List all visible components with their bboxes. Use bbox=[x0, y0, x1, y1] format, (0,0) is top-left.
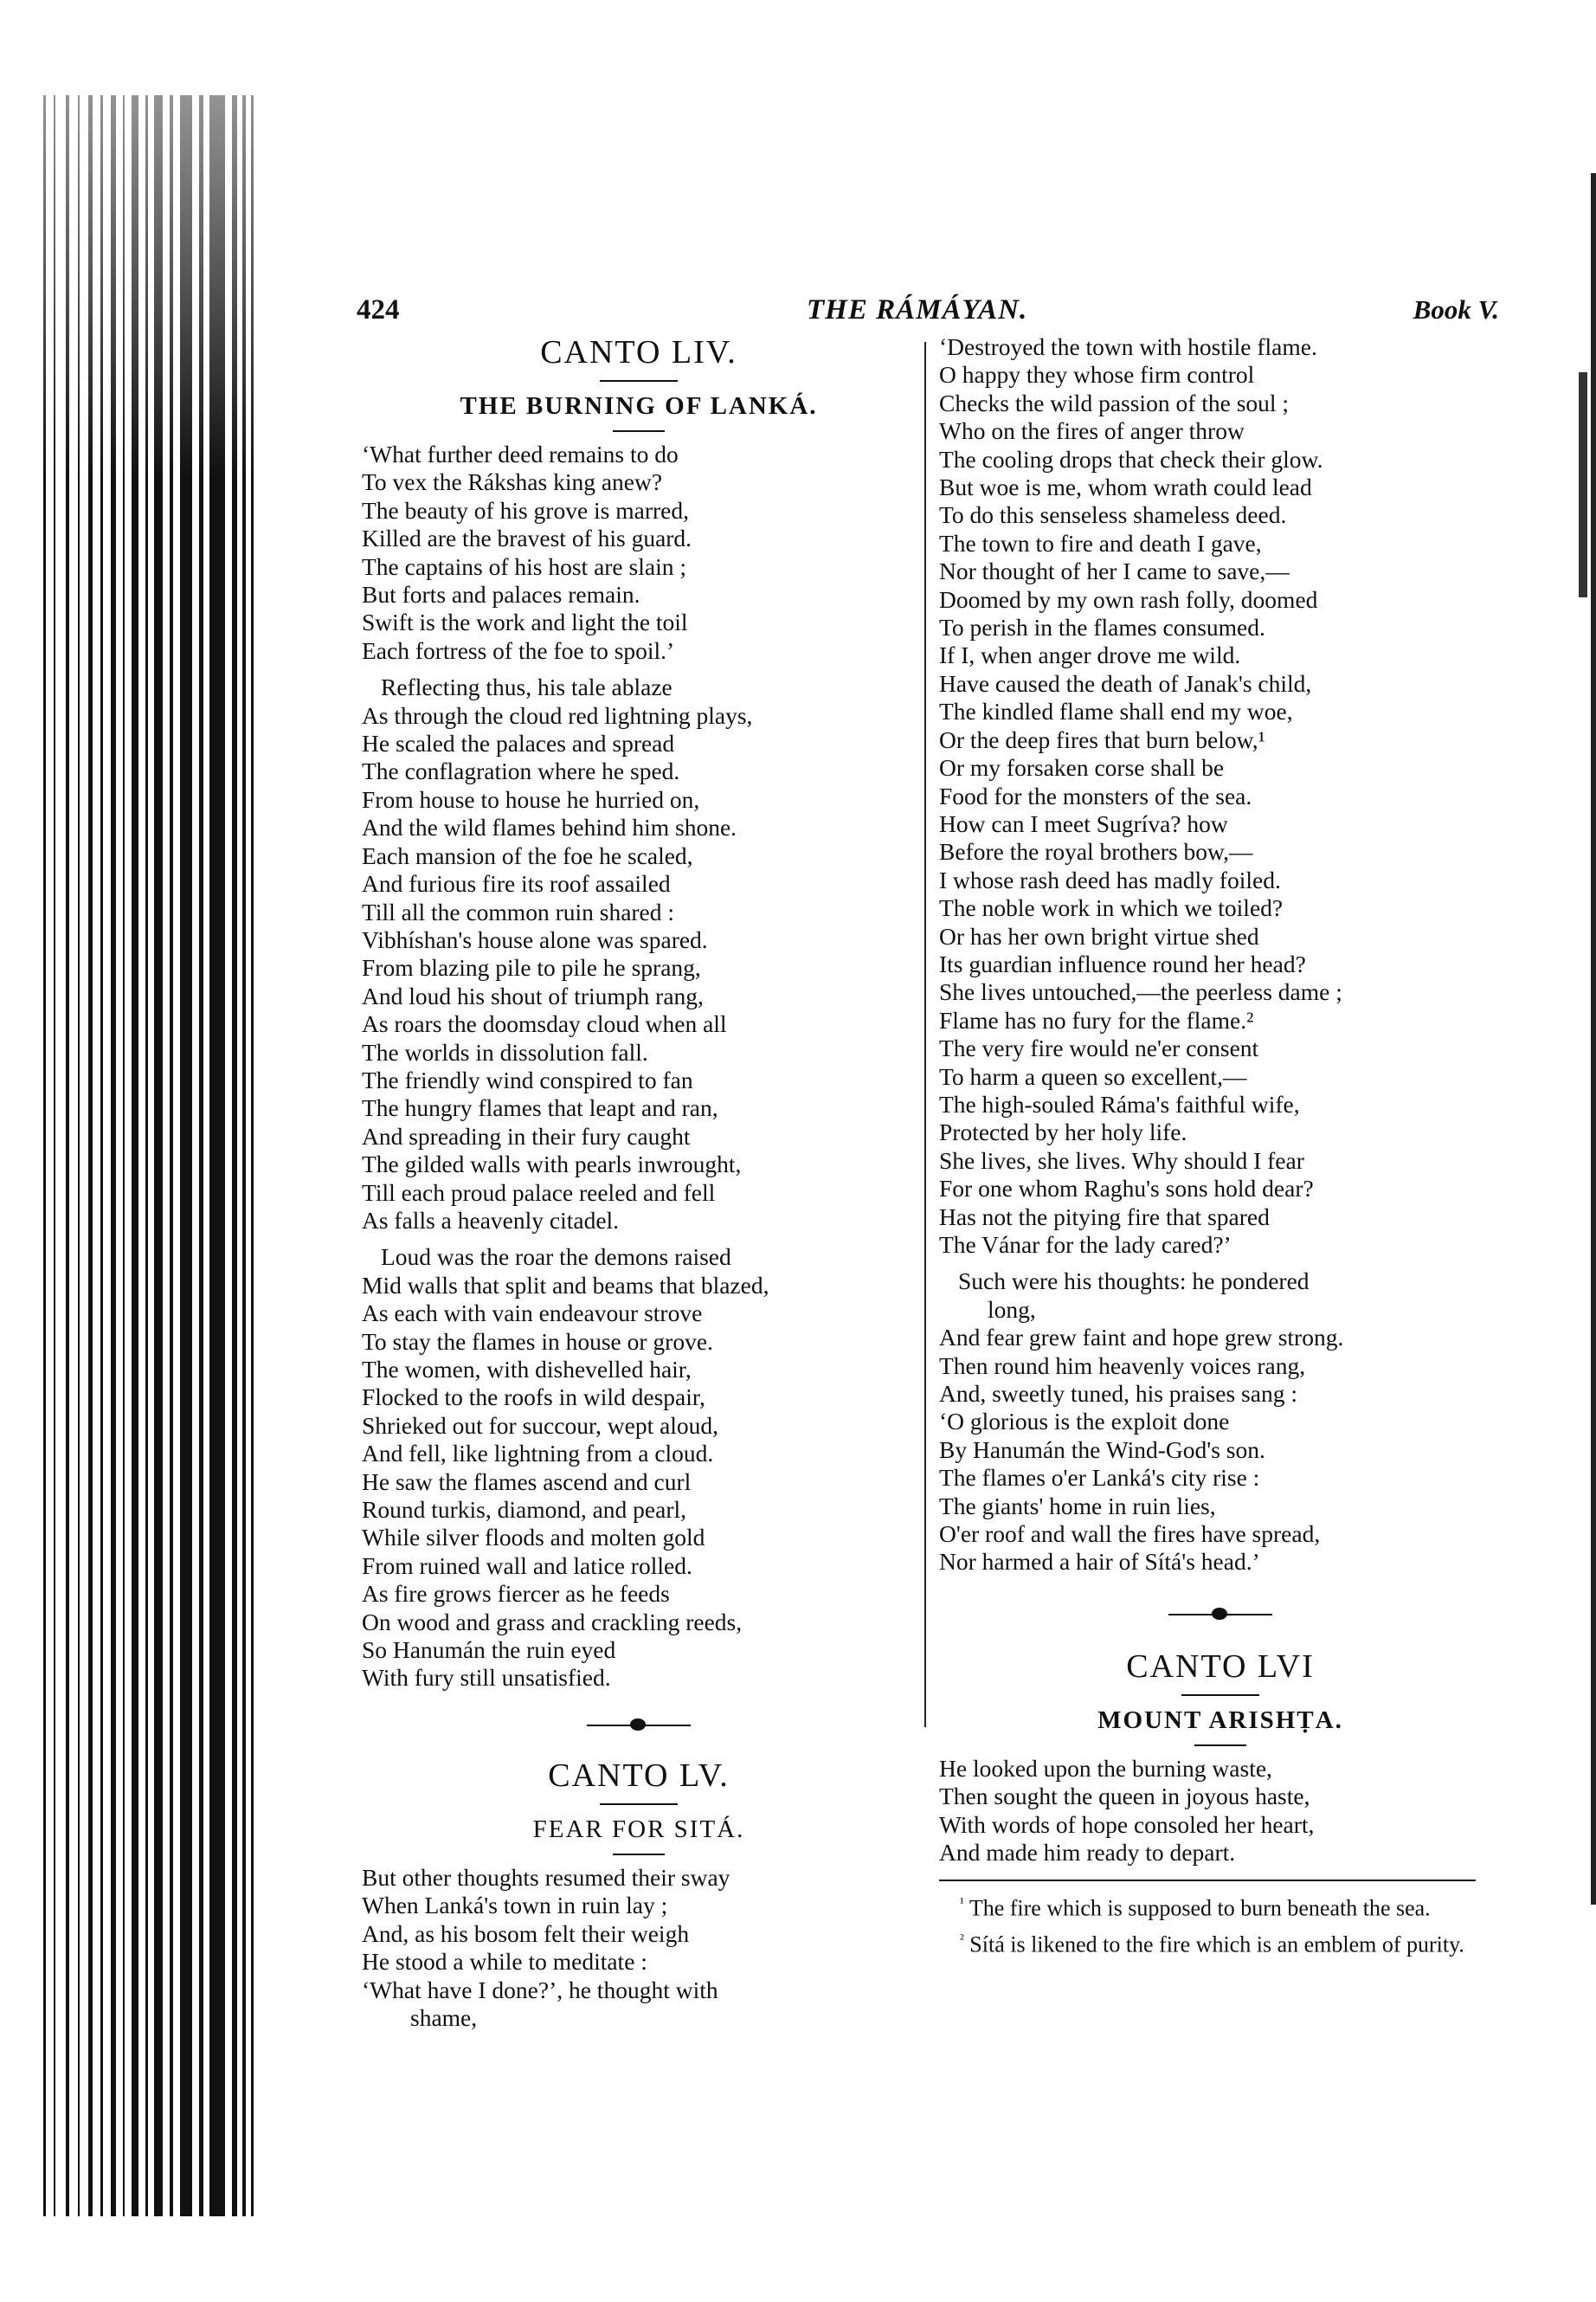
footnote-text: The fire which is supposed to burn beneath the sea. bbox=[969, 1895, 1431, 1921]
verse-line: On wood and grass and crackling reeds, bbox=[362, 1608, 743, 1635]
verse-line: Swift is the work and light the toil bbox=[362, 609, 688, 636]
right-column bbox=[939, 333, 1502, 1963]
verse-line: Reflecting thus, his tale ablaze bbox=[381, 674, 673, 701]
verse-line: Nor harmed a hair of Sítá's head.’ bbox=[939, 1548, 1260, 1576]
verse-line: The kindled flame shall end my woe, bbox=[939, 698, 1293, 725]
verse-line: Have caused the death of Janak's child, bbox=[939, 669, 1312, 697]
verse-line: From house to house he hurried on, bbox=[362, 785, 700, 813]
verse-line: To do this senseless shameless deed. bbox=[939, 501, 1287, 529]
book-label: Book V. bbox=[1413, 294, 1499, 325]
column-divider bbox=[924, 342, 926, 1727]
verse-line: Its guardian influence round her head? bbox=[939, 950, 1306, 977]
verse-line: As falls a heavenly citadel. bbox=[362, 1206, 620, 1234]
verse-line: Each fortress of the foe to spoil.’ bbox=[362, 636, 675, 664]
verse-line: And made him ready to depart. bbox=[939, 1839, 1236, 1867]
subtitle-rule bbox=[1194, 1744, 1246, 1746]
canto-56-subtitle: MOUNT ARISHṬA. bbox=[1097, 1706, 1343, 1734]
verse-line: The cooling drops that check their glow. bbox=[939, 445, 1323, 473]
verse-line: Shrieked out for succour, wept aloud, bbox=[362, 1411, 719, 1439]
canto-55-subtitle: FEAR FOR SITÁ. bbox=[532, 1815, 745, 1843]
verse-line: ‘What further deed remains to do bbox=[362, 441, 679, 467]
verse-line: Before the royal brothers bow,— bbox=[939, 838, 1253, 866]
verse-line: Or my forsaken corse shall be bbox=[939, 754, 1225, 782]
canto-56-stanza bbox=[939, 1755, 1502, 1867]
canto-56-title: CANTO LVI bbox=[1126, 1648, 1315, 1685]
verse-line: Then round him heavenly voices rang, bbox=[939, 1351, 1306, 1379]
verse-line: She lives untouched,—the peerless dame ; bbox=[939, 978, 1342, 1006]
verse-line: O happy they whose firm control bbox=[939, 361, 1255, 389]
verse-line: Protected by her holy life. bbox=[939, 1119, 1187, 1146]
verse-line: Then sought the queen in joyous haste, bbox=[939, 1783, 1310, 1810]
verse-line: He scaled the palaces and spread bbox=[362, 730, 675, 758]
verse-line: Till all the common ruin shared : bbox=[362, 898, 675, 925]
verse-line: As each with vain endeavour strove bbox=[362, 1299, 703, 1327]
verse-line: For one whom Raghu's sons hold dear? bbox=[939, 1175, 1314, 1203]
verse-line: From blazing pile to pile he sprang, bbox=[362, 954, 701, 982]
verse-line: Who on the fires of anger throw bbox=[939, 417, 1245, 445]
footnote-1 bbox=[939, 1890, 1502, 1922]
verse-line: And spreading in their fury caught bbox=[362, 1122, 691, 1150]
verse-line: Flame has no fury for the flame.² bbox=[939, 1006, 1254, 1034]
verse-line: ‘Destroyed the town with hostile flame. bbox=[939, 333, 1317, 360]
verse-line: The captains of his host are slain ; bbox=[362, 552, 686, 580]
page-number: 424 bbox=[357, 294, 400, 326]
verse-line: Each mansion of the foe he scaled, bbox=[362, 841, 693, 869]
title-rule bbox=[600, 380, 678, 382]
verse-line: And the wild flames behind him shone. bbox=[362, 814, 737, 841]
page-right-edge-mark bbox=[1579, 372, 1587, 597]
verse-line: To perish in the flames consumed. bbox=[939, 614, 1265, 642]
verse-line: The gilded walls with pearls inwrought, bbox=[362, 1151, 742, 1178]
verse-line: As fire grows fiercer as he feeds bbox=[362, 1580, 670, 1608]
verse-line: And fear grew faint and hope grew strong. bbox=[939, 1324, 1344, 1351]
verse-line: By Hanumán the Wind-God's son. bbox=[939, 1435, 1265, 1463]
verse-line: Nor thought of her I came to save,— bbox=[939, 558, 1290, 585]
verse-line: Till each proud palace reeled and fell bbox=[362, 1178, 716, 1206]
verse-line: He stood a while to meditate : bbox=[362, 1948, 647, 1976]
footnote-text: Sítá is likened to the fire which is an emblem of purity. bbox=[969, 1931, 1464, 1957]
verse-line: With fury still unsatisfied. bbox=[362, 1664, 611, 1692]
verse-line: The beauty of his grove is marred, bbox=[362, 496, 690, 524]
canto-54-title: CANTO LIV. bbox=[540, 334, 737, 371]
verse-line: Loud was the roar the demons raised bbox=[381, 1243, 731, 1271]
verse-line: As through the cloud red lightning plays, bbox=[362, 701, 753, 729]
page-right-edge bbox=[1591, 173, 1596, 1905]
verse-line: The friendly wind conspired to fan bbox=[362, 1066, 693, 1093]
verse-line: The giants' home in ruin lies, bbox=[939, 1492, 1216, 1519]
canto-55-stanza-2 bbox=[939, 1267, 1502, 1576]
verse-line: Mid walls that split and beams that blazed, bbox=[362, 1271, 769, 1299]
footnote-2 bbox=[939, 1926, 1502, 1958]
verse-line: Round turkis, diamond, and pearl, bbox=[362, 1496, 687, 1524]
verse-line: To stay the flames in house or grove. bbox=[362, 1327, 713, 1355]
verse-line: Doomed by my own rash folly, doomed bbox=[939, 585, 1318, 613]
verse-line: The women, with dishevelled hair, bbox=[362, 1356, 692, 1383]
verse-line: While silver floods and molten gold bbox=[362, 1524, 705, 1551]
verse-line: He looked upon the burning waste, bbox=[939, 1754, 1272, 1782]
verse-line: He saw the flames ascend and curl bbox=[362, 1467, 692, 1495]
verse-line: She lives, she lives. Why should I fear bbox=[939, 1146, 1304, 1174]
footnote-mark: ¹ bbox=[960, 1895, 964, 1911]
verse-line: As roars the doomsday cloud when all bbox=[362, 1010, 727, 1038]
verse-line: And, as his bosom felt their weigh bbox=[362, 1919, 690, 1947]
verse-line: Killed are the bravest of his guard. bbox=[362, 525, 692, 552]
canto-54-subtitle: THE BURNING OF LANKÁ. bbox=[460, 392, 818, 420]
verse-line: Food for the monsters of the sea. bbox=[939, 782, 1252, 809]
verse-line: From ruined wall and latice rolled. bbox=[362, 1551, 692, 1579]
running-title: THE RÁMÁYAN. bbox=[807, 294, 1028, 326]
canto-55-stanza-1 bbox=[939, 333, 1502, 1259]
verse-line: long, bbox=[988, 1295, 1036, 1323]
verse-line: With words of hope consoled her heart, bbox=[939, 1810, 1315, 1838]
verse-line: Vibhíshan's house alone was spared. bbox=[362, 925, 708, 953]
verse-line: The Vánar for the lady cared?’ bbox=[939, 1231, 1232, 1258]
verse-line: Has not the pitying fire that spared bbox=[939, 1203, 1270, 1230]
verse-line: If I, when anger drove me wild. bbox=[939, 642, 1241, 669]
verse-line: When Lanká's town in ruin lay ; bbox=[362, 1892, 668, 1919]
verse-line: The high-souled Ráma's faithful wife, bbox=[939, 1090, 1300, 1118]
footnote-mark: ² bbox=[960, 1932, 964, 1948]
verse-line: shame, bbox=[410, 2003, 478, 2031]
verse-line: But other thoughts resumed their sway bbox=[362, 1863, 730, 1891]
verse-line: The town to fire and death I gave, bbox=[939, 529, 1262, 557]
verse-line: How can I meet Sugríva? how bbox=[939, 809, 1228, 837]
canto-55-title: CANTO LV. bbox=[548, 1757, 730, 1794]
verse-line: To harm a queen so excellent,— bbox=[939, 1062, 1247, 1090]
verse-line: The conflagration where he sped. bbox=[362, 758, 680, 785]
verse-line: I whose rash deed has madly foiled. bbox=[939, 866, 1281, 893]
verse-line: And fell, like lightning from a cloud. bbox=[362, 1440, 714, 1467]
canto-54-stanza-1 bbox=[362, 441, 916, 665]
verse-line: The hungry flames that leapt and ran, bbox=[362, 1094, 718, 1122]
verse-line: Flocked to the roofs in wild despair, bbox=[362, 1383, 705, 1411]
canto-54-stanza-2 bbox=[362, 674, 916, 1235]
verse-line: O'er roof and wall the fires have spread, bbox=[939, 1520, 1321, 1548]
subtitle-rule bbox=[613, 1854, 665, 1855]
verse-line: And furious fire its roof assailed bbox=[362, 870, 671, 898]
book-spine-edge bbox=[43, 95, 260, 2216]
verse-line: ‘O glorious is the exploit done bbox=[939, 1408, 1230, 1435]
verse-line: But woe is me, whom wrath could lead bbox=[939, 474, 1312, 501]
verse-line: Such were his thoughts: he pondered bbox=[958, 1267, 1310, 1295]
verse-line: But forts and palaces remain. bbox=[362, 581, 640, 609]
running-header bbox=[357, 294, 1499, 338]
subtitle-rule bbox=[613, 430, 665, 432]
canto-54-stanza-3 bbox=[362, 1243, 916, 1693]
section-ornament bbox=[1168, 1606, 1272, 1623]
section-ornament bbox=[587, 1717, 691, 1734]
verse-line: And loud his shout of triumph rang, bbox=[362, 982, 704, 1009]
left-column bbox=[362, 333, 916, 2032]
verse-line: So Hanumán the ruin eyed bbox=[362, 1636, 616, 1664]
verse-line: Or has her own bright virtue shed bbox=[939, 922, 1259, 950]
canto-55-opening bbox=[362, 1864, 916, 2032]
title-rule bbox=[600, 1803, 678, 1805]
title-rule bbox=[1181, 1694, 1259, 1696]
verse-line: To vex the Rákshas king anew? bbox=[362, 468, 663, 496]
verse-line: Or the deep fires that burn below,¹ bbox=[939, 725, 1265, 753]
verse-line: And, sweetly tuned, his praises sang : bbox=[939, 1380, 1297, 1408]
verse-line: The noble work in which we toiled? bbox=[939, 894, 1284, 922]
verse-line: ‘What have I done?’, he thought with bbox=[362, 1976, 718, 2003]
verse-line: The worlds in dissolution fall. bbox=[362, 1038, 648, 1066]
verse-line: The very fire would ne'er consent bbox=[939, 1035, 1259, 1062]
verse-line: Checks the wild passion of the soul ; bbox=[939, 389, 1290, 416]
footnote-rule bbox=[939, 1880, 1476, 1881]
verse-line: The flames o'er Lanká's city rise : bbox=[939, 1464, 1260, 1492]
